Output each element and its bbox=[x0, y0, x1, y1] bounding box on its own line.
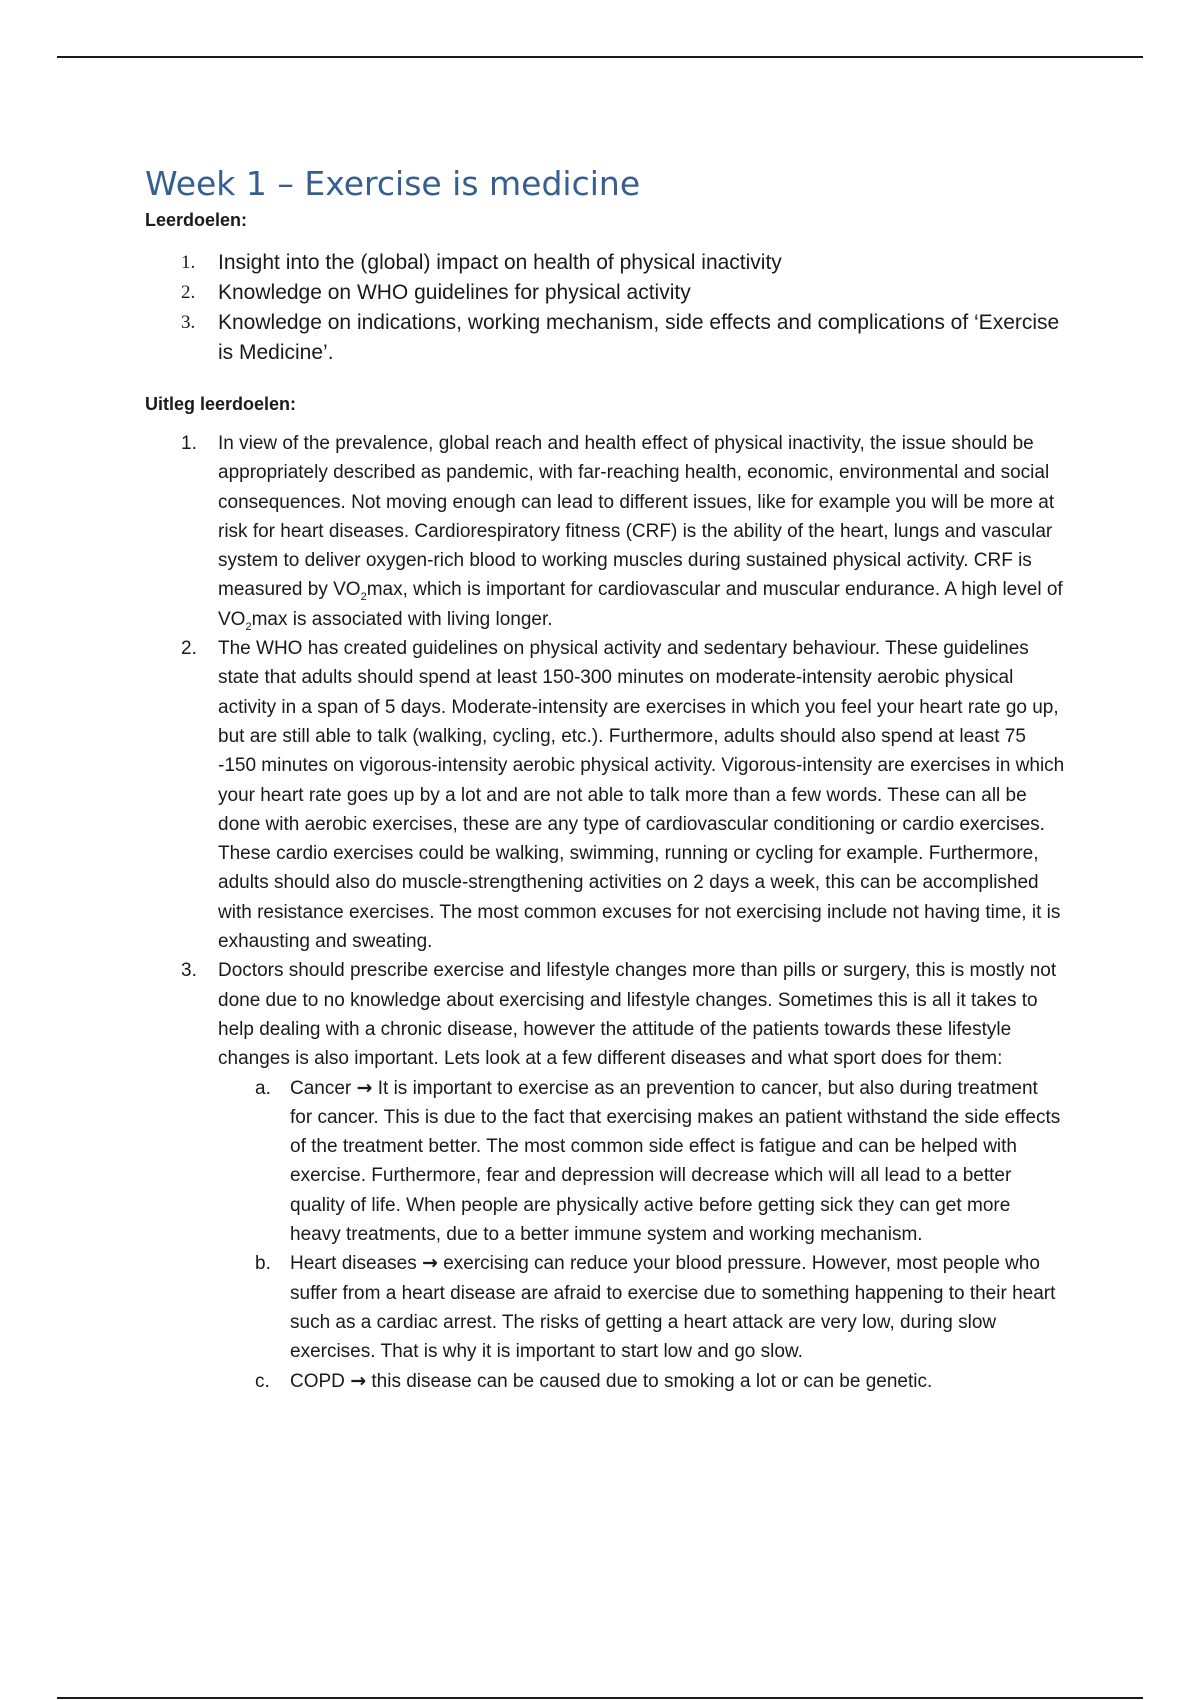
list-item bbox=[145, 248, 1065, 278]
list-number: 1. bbox=[181, 433, 197, 454]
text-part: max is associated with living longer. bbox=[251, 608, 553, 630]
arrow-icon: → bbox=[356, 1076, 373, 1099]
list-item bbox=[145, 308, 1065, 368]
sublist-letter: a. bbox=[255, 1077, 271, 1099]
list-text: The WHO has created guidelines on physical activity and sedentary behaviour. These guidelines state that adults should spend at least 150-300 minutes on moderate-intensity aerobic physical activity in a span of 5 days. Moderate-intensity are exercises in which you feel your heart rate go up, but are still able to talk (walking, cycling, etc.). Furthermore, adults should also spend at least 75 -150 minutes on vigorous-intensity aerobic physical activity. Vigorous-intensity are exercises in which your heart rate goes up by a lot and are not able to talk more than a few words. These can all be done with aerobic exercises, these are any type of cardiovascular conditioning or cardio exercises. These cardio exercises could be walking, swimming, running or cycling for example. Furthermore, adults should also do muscle-strengthening activities on 2 days a week, this can be accomplished with resistance exercises. The most common excuses for not exercising include not having time, it is exhausting and sweating. bbox=[218, 638, 1065, 953]
page-title: Week 1 – Exercise is medicine bbox=[145, 164, 641, 203]
list-item bbox=[145, 278, 1065, 308]
list-number: 3. bbox=[181, 960, 197, 982]
subscript: 2 bbox=[360, 591, 367, 604]
arrow-icon: → bbox=[422, 1252, 438, 1275]
list-number: 2. bbox=[181, 282, 196, 303]
list-text: Doctors should prescribe exercise and lifestyle changes more than pills or surgery, this is mostly not done due to no knowledge about exercising and lifestyle changes. Sometimes this is all it takes to help dealing with a chronic disease, however the attitude of the patients towards these lifestyle changes is also important. Lets look at a few different diseases and what sport does for them: bbox=[218, 960, 1057, 1070]
list-item bbox=[145, 429, 1065, 634]
footer-rule bbox=[57, 1697, 1143, 1699]
list-text: exercising can reduce your blood pressure. However, most people who suffer from a heart disease are afraid to exercise due to something happening to their heart such as a cardiac arrest. The risks of getting a heart attack are very low, during slow exercises. That is why it is important to start low and go slow. bbox=[290, 1253, 1056, 1363]
list-item bbox=[145, 956, 1065, 1395]
list-text: It is important to exercise as an prevention to cancer, but also during treatment for cancer. This is due to the fact that exercising makes an patient withstand the side effects of the treatment better. The most common side effect is fatigue and can be helped with exercise. Furthermore, fear and depression will decrease which will all lead to a better quality of life. When people are physically active before getting sick they can get more heavy treatments, due to a better immune system and working mechanism. bbox=[290, 1077, 1061, 1246]
disease-label: Cancer bbox=[290, 1077, 352, 1099]
list-number: 3. bbox=[181, 312, 196, 333]
list-text: this disease can be caused due to smoking a lot or can be genetic. bbox=[371, 1370, 933, 1392]
subscript: 2 bbox=[245, 620, 252, 633]
list-text: Knowledge on WHO guidelines for physical activity bbox=[218, 281, 691, 304]
disease-sublist bbox=[218, 1074, 1065, 1396]
disease-label: Heart diseases bbox=[290, 1253, 417, 1275]
list-text: Knowledge on indications, working mechanism, side effects and complications of ‘Exercise is Medicine’. bbox=[218, 311, 1060, 364]
disease-label: COPD bbox=[290, 1370, 345, 1392]
list-text: Insight into the (global) impact on health of physical inactivity bbox=[218, 251, 782, 274]
document-page bbox=[145, 164, 1065, 1396]
list-number: 1. bbox=[181, 252, 196, 273]
goals-heading: Leerdoelen: bbox=[145, 210, 248, 230]
header-rule bbox=[57, 56, 1143, 58]
sublist-letter: b. bbox=[255, 1253, 271, 1275]
text-part: In view of the prevalence, global reach and health effect of physical inactivity, the issue should be appropriately described as pandemic, with far-reaching health, economic, environmental and social consequences. Not moving enough can lead to different issues, like for example you will be more at risk for heart diseases. Cardiorespiratory fitness (CRF) is the ability of the heart, lungs and vascular system to deliver oxygen-rich blood to working muscles during sustained physical activity. CRF is measured by VO bbox=[218, 433, 1055, 601]
goals-list bbox=[145, 248, 1065, 368]
arrow-icon: → bbox=[350, 1369, 367, 1392]
list-number: 2. bbox=[181, 638, 197, 660]
sublist-item bbox=[145, 1367, 1065, 1396]
sublist-item bbox=[145, 1249, 1065, 1366]
sublist-item bbox=[145, 1074, 1065, 1250]
sublist-letter: c. bbox=[255, 1370, 270, 1392]
explain-heading: Uitleg leerdoelen: bbox=[145, 394, 297, 414]
explain-list bbox=[145, 429, 1065, 1396]
text-part: max, which is important for cardiovascular and muscular endurance. A high level of VO bbox=[218, 579, 1063, 630]
list-item bbox=[145, 634, 1065, 956]
